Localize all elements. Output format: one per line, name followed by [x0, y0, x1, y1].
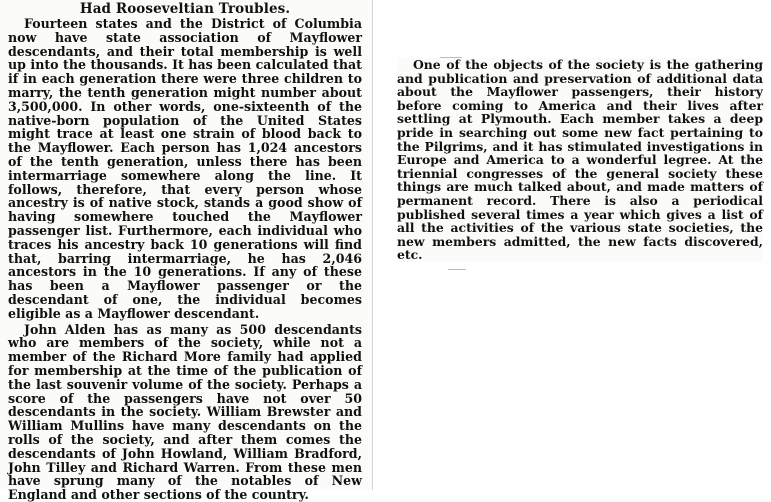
article-paragraph: Fourteen states and the District of Columbia now have state association of Mayflower descendants, and their total membership is well up into the thousands. It has been calculated that if in each generation there were three children to marry, the tenth generation might number about 3,500,000. In other words, one-sixteenth of the native-born population of the United States might trace at least one strain of blood back to the Mayflower. Each person has 1,024 ancestors of the tenth generation, unless there has been intermarriage somewhere along the line. It follows, therefore, that every person whose ancestry is of native stock, stands a good show of having somewhere touched the Mayflower passenger list. Furthermore, each individual who traces his ancestry back 10 generations will find that, barring intermarriage, he has 2,046 ancestors in the 10 generations. If any of these has been a Mayflower passenger or the descendant of one, the individual becomes eligible as a Mayflower descendant. — [8, 16, 362, 321]
article-paragraph: John Alden has as many as 500 descendants who are members of the society, while not a member of the Richard More family had applied for membership at the time of the publication of the last souvenir volume of the society. Perhaps a score of the passengers have not over 50 descendants in the society. William Brewster and William Mullins have many descendants on the rolls of the society, and after them comes the descendants of John Howland, William Bradford, John Tilley and Richard Warren. From these men have sprung many of the notables of New England and other sections of the country. — [8, 321, 362, 502]
left-article-body — [0, 0, 372, 502]
right-article-column — [397, 58, 763, 262]
article-paragraph: One of the objects of the society is the gathering and publication and preservation of additional data about the Mayflower passengers, their history before coming to America and their lives after settling at Plymouth. Each member takes a deep pride in searching out some new fact pertaining to the Pilgrims, and it has stimulated investigations in Europe and America to a wonderful legree. At the triennial congresses of the general society these things are much talked about, and made matters of permanent record. There is also a periodical published several times a year which gives a list of all the activities of the various state societies, the new members admitted, the new facts discovered, etc. — [397, 57, 763, 263]
article-headline: Had Rooseveltian Troubles. — [79, 1, 291, 17]
column-rule-bottom — [448, 269, 466, 270]
left-article-column — [0, 0, 373, 502]
